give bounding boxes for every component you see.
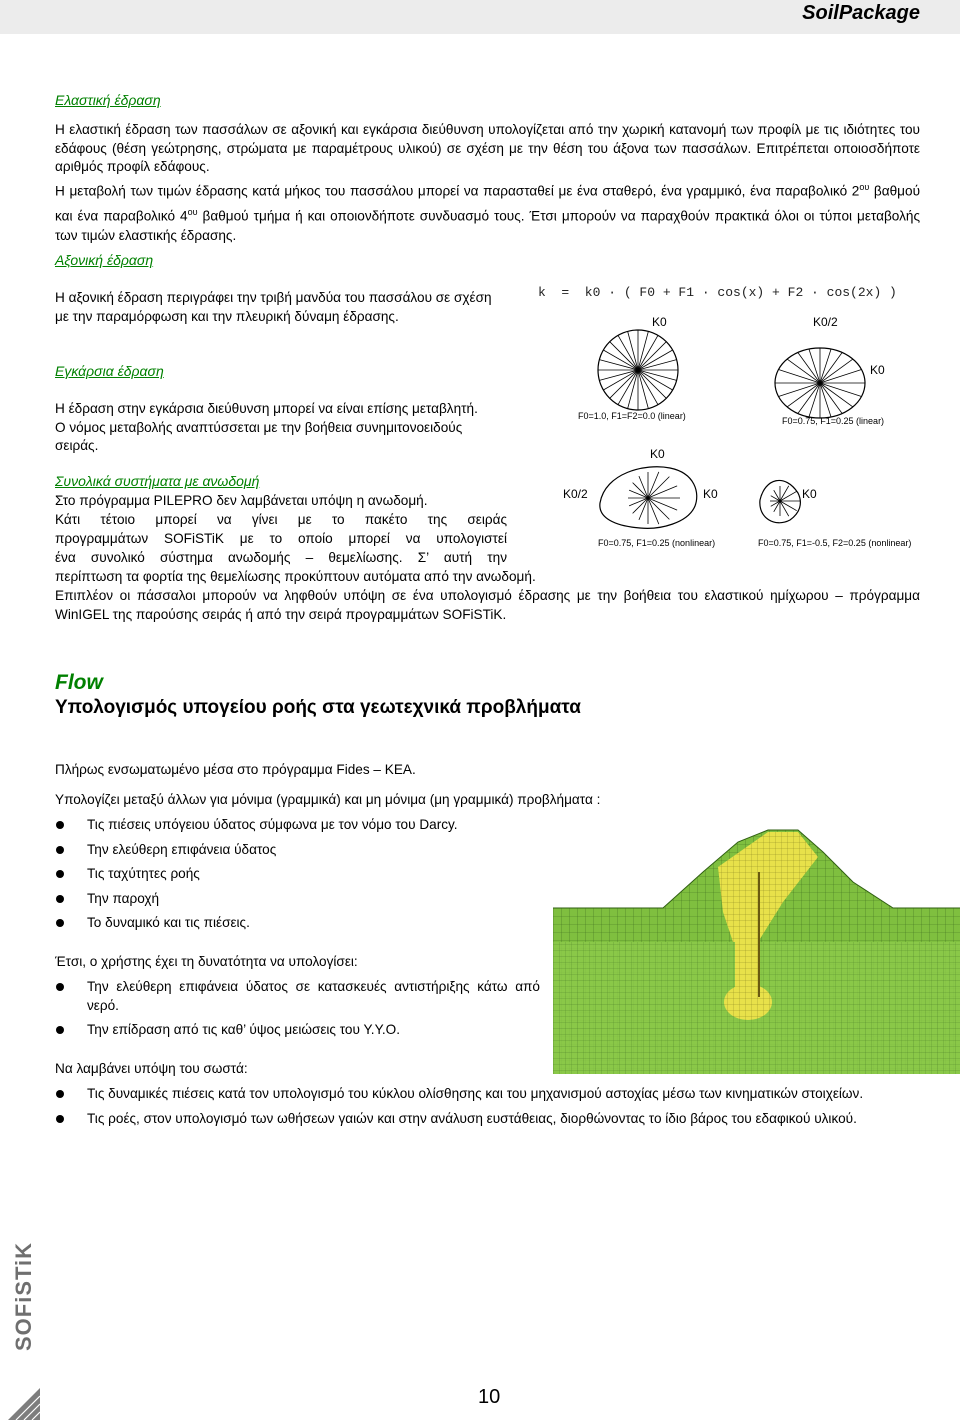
section-title-elastic: Ελαστική έδραση	[55, 92, 161, 108]
flow-lead: Υπολογίζει μεταξύ άλλων για μόνιμα (γραμμικά) και μη μόνιμα (μη γραμμικά) προβλήματα :	[55, 792, 601, 807]
list-item: Τις πιέσεις υπόγειου ύδατος σύμφωνα με τον νόμο του Darcy.	[55, 816, 555, 835]
diagram-2-label-right: K0	[870, 363, 885, 377]
diagram-3-label-right: K0	[703, 487, 718, 501]
diagram-1-caption: F0=1.0, F1=F2=0.0 (linear)	[578, 411, 686, 421]
flow-lead-2: Έτσι, ο χρήστης έχει τη δυνατότητα να υπολογίσει:	[55, 954, 358, 969]
diagram-2-caption: F0=0.75, F1=0.25 (linear)	[782, 416, 885, 426]
list-item: Την ελεύθερη επιφάνεια ύδατος	[55, 841, 555, 860]
list-item: Τις δυναμικές πιέσεις κατά τον υπολογισμό του κύκλου ολίσθησης και του μηχανισμού αστοχίας μέσω των κινηματικών στοιχείων.	[55, 1085, 920, 1104]
list-item: Το δυναμικό και τις πιέσεις.	[55, 914, 555, 933]
sofistik-logo	[12, 1230, 34, 1350]
diagram-4-label-right: K0	[802, 487, 817, 501]
systems-line-6: Επιπλέον οι πάσσαλοι μπορούν να ληφθούν υπόψη σε ένα υπολογισμό έδρασης με την βοήθεια του ελαστικού ημίχωρου – πρόγραμμα WinIGEL της παρούσης σειράς ή από την σειρά προγραμμάτων SOFiSTiK.	[55, 588, 920, 622]
flow-lead-3: Να λαμβάνει υπόψη του σωστά:	[55, 1061, 248, 1076]
systems-line-1: Στο πρόγραμμα PILEPRO δεν λαμβάνεται υπόψη η ανωδομή.	[55, 493, 428, 508]
flow-list-1	[55, 816, 555, 933]
list-item: Την επίδραση από τις καθ’ ύψος μειώσεις του Υ.Υ.Ο.	[55, 1021, 540, 1040]
header-title: SoilPackage	[802, 2, 920, 24]
logo-text: SOFiSTiK	[11, 1241, 36, 1351]
section-title-systems: Συνολικά συστήματα με ανωδομή	[55, 473, 260, 489]
diagram-3-label-left: K0/2	[563, 487, 588, 501]
bedding-diagrams	[560, 308, 960, 558]
section-title-transverse: Εγκάρσια έδραση	[55, 363, 164, 379]
systems-line-2: Κάτι τέτοιο μπορεί να γίνει με το πακέτο της σειράς	[55, 512, 507, 527]
diagram-constant	[578, 315, 686, 421]
transverse-text: Η έδραση στην εγκάρσια διεύθυνση μπορεί να είναι επίσης μεταβλητή. Ο νόμος μεταβολής αναπτύσσεται με την βοήθεια συνημιτονοειδούς σειράς.	[55, 401, 478, 454]
systems-line-4: ένα συνολικό σύστημα ανωδομής – θεμελίωσης. Σ’ αυτή την	[55, 550, 507, 565]
list-item: Τις ταχύτητες ροής	[55, 865, 555, 884]
list-item: Τις ροές, στον υπολογισμό των ωθήσεων γαιών και στην ανάλυση ευστάθειας, διορθώνοντας το ίδιο βάρος του εδαφικού υλικού.	[55, 1110, 920, 1129]
seepage-mesh-image	[553, 812, 960, 1074]
bedding-formula: k = k0 · ( F0 + F1 · cos(x) + F2 · cos(2x) )	[538, 285, 897, 300]
list-item: Την ελεύθερη επιφάνεια ύδατος σε κατασκευές αντιστήριξης κάτω από νερό.	[55, 978, 540, 1015]
flow-list-3	[55, 1085, 920, 1128]
list-item: Την παροχή	[55, 890, 555, 909]
systems-line-5: περίπτωση τα φορτία της θεμελίωσης προκύπτουν αυτόματα από την ανωδομή.	[55, 569, 536, 584]
diagram-2-label-top: K0/2	[813, 315, 838, 329]
flow-title: Flow	[55, 671, 103, 694]
diagram-nonlinear-2	[758, 480, 911, 548]
systems-line-3: προγραμμάτων SOFiSTiK με το οποίο μπορεί να υπολογιστεί	[55, 531, 507, 546]
page-number: 10	[478, 1386, 501, 1408]
section-title-axial: Αξονική έδραση	[55, 252, 154, 268]
flow-list-2	[55, 978, 540, 1040]
logo-mark-icon	[6, 1372, 42, 1422]
diagram-1-label-top: K0	[652, 315, 667, 329]
diagram-3-caption: F0=0.75, F1=0.25 (nonlinear)	[598, 538, 716, 548]
elastic-paragraph-1: Η ελαστική έδραση των πασσάλων σε αξονική και εγκάρσια διεύθυνση υπολογίζεται από την χωρική κατανομή των προφίλ με τις ιδιότητες του εδάφους (θέση γεώτρησης, στρώματα με παραμέτρους υλικού) σε σχέση με την θέση του άξονα των πασσάλων. Επιτρέπεται οποιοσδήποτε αριθμός προφίλ εδάφους.	[55, 122, 920, 175]
elastic-paragraph-2: Η μεταβολή των τιμών έδρασης κατά μήκος του πασσάλου μπορεί να παρασταθεί με ένα σταθερό, ένα γραμμικό, ένα παραβολικό $2^{o\upsilon}$ βαθμού και ένα παραβολικό $4^{o\upsilon}$ βαθμού τμήμα ή και οποιονδήποτε συνδυασμό τους. Έτσι μπορούν να παραχθούν πρακτικά όλοι οι τύποι μεταβολής των τιμών ελαστικής έδρασης.	[55, 182, 921, 244]
diagram-nonlinear-1	[563, 447, 718, 548]
axial-text: Η αξονική έδραση περιγράφει την τριβή μανδύα του πασσάλου σε σχέση με την παραμόρφωση και την πλευρική δύναμη έδρασης.	[55, 290, 492, 324]
flow-subtitle: Υπολογισμός υπογείου ροής στα γεωτεχνικά προβλήματα	[55, 697, 581, 718]
diagram-linear	[775, 315, 885, 426]
diagram-4-caption: F0=0.75, F1=-0.5, F2=0.25 (nonlinear)	[758, 538, 912, 548]
flow-intro: Πλήρως ενσωματωμένο μέσα στο πρόγραμμα Fides – KEA.	[55, 762, 416, 777]
diagram-3-label-top: K0	[650, 447, 665, 461]
